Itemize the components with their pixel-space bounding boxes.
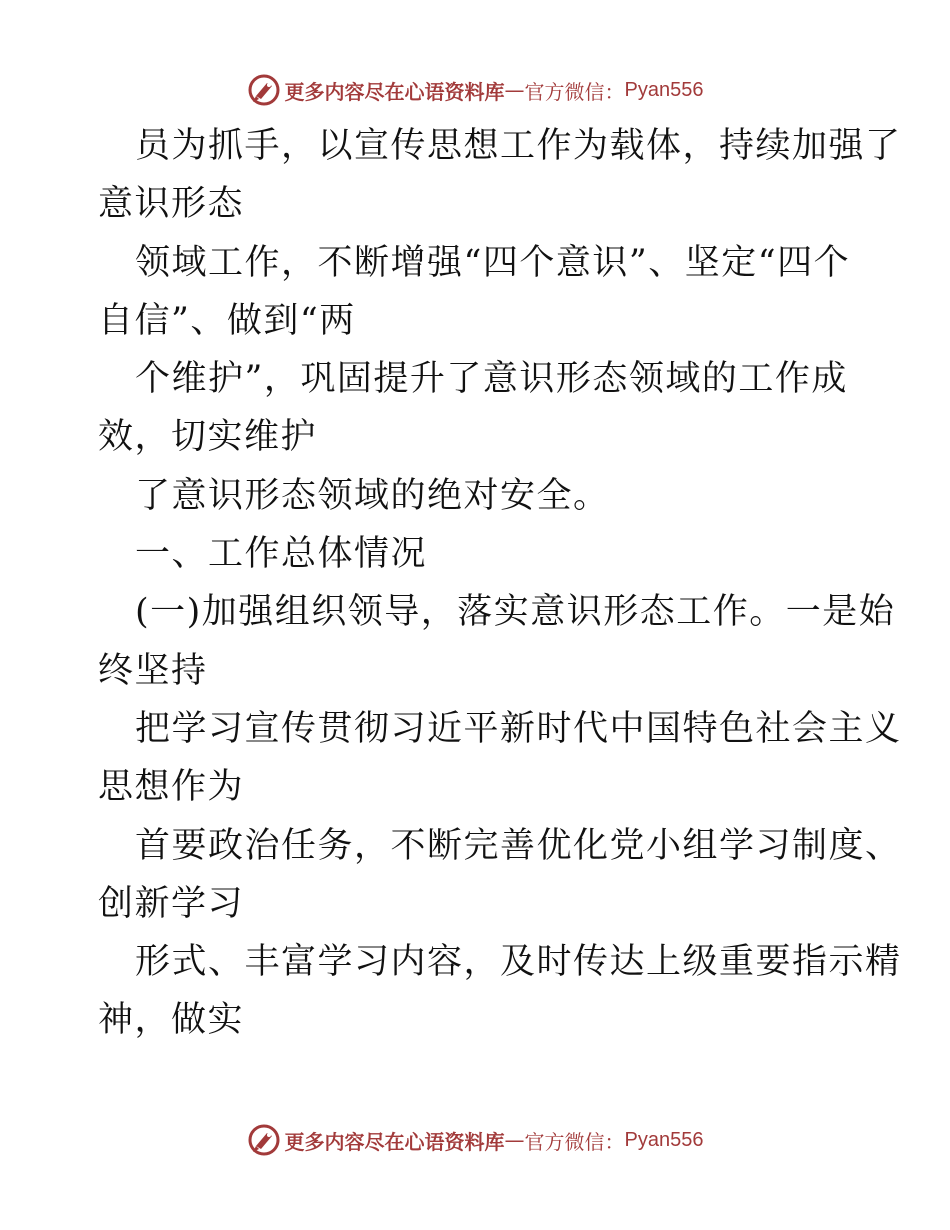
body-line: (一)加强组织领导，落实意识形态工作。一是始 [135,592,896,633]
body-line: 自信”、做到“两 [98,300,356,341]
body-line: 意识形态 [98,184,245,225]
body-line: 终坚持 [98,650,208,691]
banner-title: 更多内容尽在心语资料库 [284,79,505,104]
banner-wechat-account: Pyan556 [624,78,704,101]
body-line: 效，切实维护 [98,417,318,458]
body-line: 形式、丰富学习内容，及时传达上级重要指示精 [135,942,902,983]
body-line: 思想作为 [98,767,245,808]
body-line: 把学习宣传贯彻习近平新时代中国特色社会主义 [135,708,902,749]
banner-wechat-account: Pyan556 [624,1128,704,1151]
body-line: 了意识形态领域的绝对安全。 [135,475,610,516]
body-line: 神，做实 [98,1000,245,1041]
body-line: 个维护”，巩固提升了意识形态领域的工作成 [135,359,848,400]
footer-banner [0,1120,950,1160]
pen-nib-logo-icon [247,73,281,107]
document-body [98,117,902,1050]
body-line: 员为抓手，以宣传思想工作为载体，持续加强了 [135,126,902,166]
banner-wechat-label: 官方微信： [524,1129,625,1154]
body-line: 首要政治任务，不断完善优化党小组学习制度、 [135,825,902,866]
body-line: 创新学习 [98,883,245,924]
section-heading: 一、工作总体情况 [135,534,428,575]
pen-nib-logo-icon [247,1123,281,1157]
banner-dash: — [504,1128,525,1152]
banner-wechat-label: 官方微信： [524,79,625,104]
header-banner [0,70,950,110]
banner-title: 更多内容尽在心语资料库 [284,1129,505,1154]
body-line: 领域工作，不断增强“四个意识”、坚定“四个 [135,242,851,283]
banner-dash: — [504,78,525,102]
